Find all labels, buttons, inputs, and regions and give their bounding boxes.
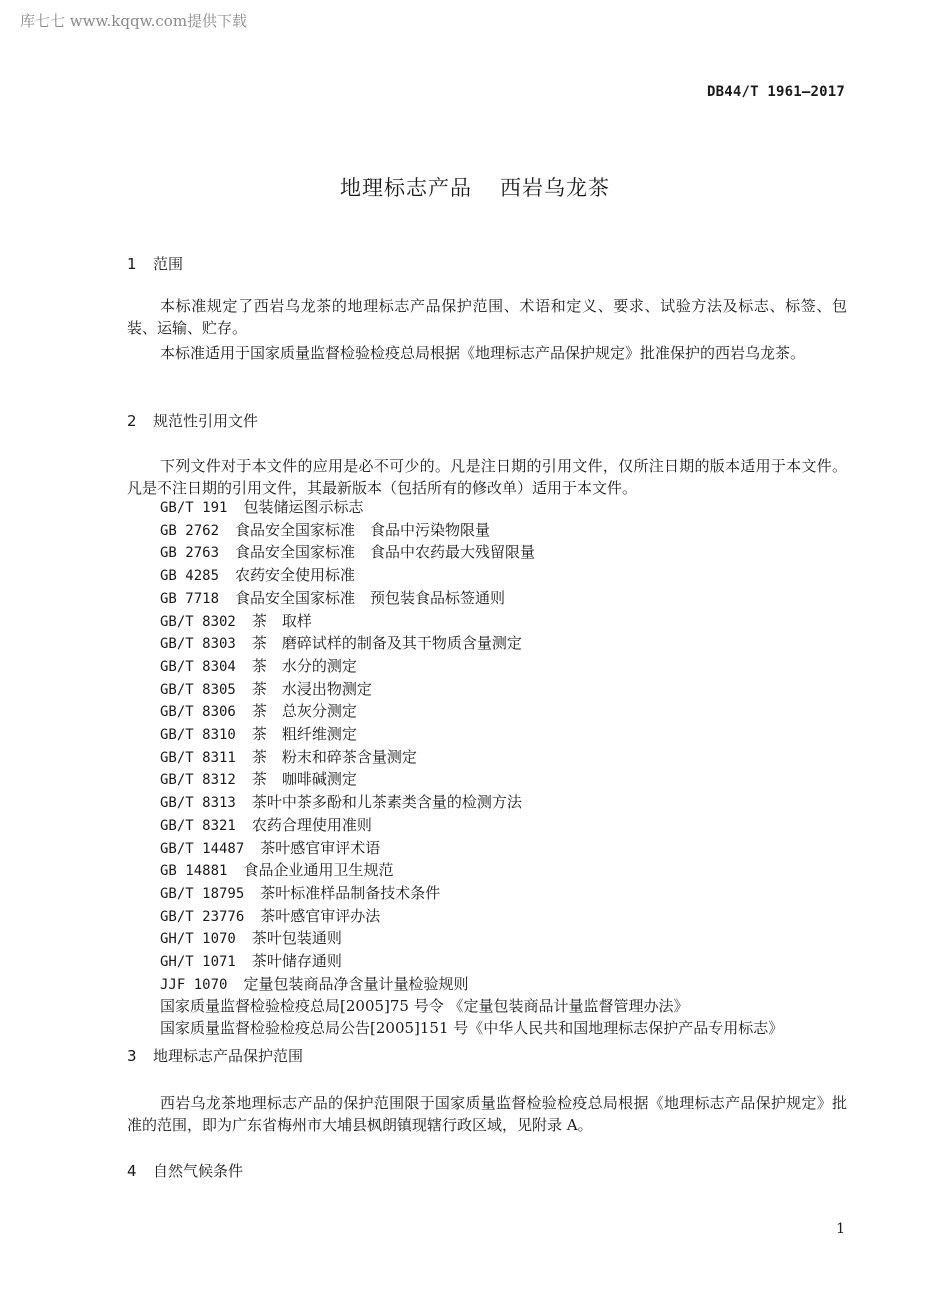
section-number: 4	[127, 1162, 137, 1180]
reference-item	[160, 565, 783, 588]
reference-title: 茶叶中茶多酚和儿茶素类含量的检测方法	[251, 793, 522, 812]
section-1-paragraph-1: 本标准规定了西岩乌龙茶的地理标志产品保护范围、术语和定义、要求、试验方法及标志、标签、包装、运输、贮存。	[127, 297, 847, 337]
reference-item	[160, 792, 783, 815]
section-number: 1	[127, 255, 137, 273]
reference-title: 茶 粉末和碎茶含量测定	[251, 747, 417, 766]
section-3-paragraph: 西岩乌龙茶地理标志产品的保护范围限于国家质量监督检验检疫总局根据《地理标志产品保护规定》批准的范围，即为广东省梅州市大埔县枫朗镇现辖行政区域，见附录 A。	[127, 1094, 847, 1134]
reference-code: GB/T 8311	[160, 749, 236, 766]
reference-code: GB/T 23776	[160, 908, 245, 925]
reference-title: 食品安全国家标准 预包装食品标签通则	[235, 588, 506, 607]
reference-item	[160, 769, 783, 792]
reference-code: GB/T 8306	[160, 704, 236, 721]
page-number: 1	[836, 1221, 845, 1237]
reference-item	[160, 656, 783, 679]
section-number: 2	[127, 412, 137, 430]
reference-code: GB 2762	[160, 522, 220, 539]
reference-item	[160, 883, 783, 906]
reference-title: 定量包装商品净含量计量检验规则	[243, 974, 469, 993]
section-4-heading	[127, 1160, 243, 1181]
reference-item	[160, 701, 783, 724]
page-title	[0, 172, 950, 202]
reference-item	[160, 542, 783, 565]
reference-code: GB/T 18795	[160, 885, 245, 902]
reference-code: GB/T 8313	[160, 795, 236, 812]
reference-item	[160, 951, 783, 974]
reference-title: 包装储运图示标志	[243, 498, 364, 516]
reference-list	[160, 497, 783, 1040]
watermark-text: 库七七 www.kqqw.com提供下载	[20, 12, 248, 30]
reference-item	[160, 815, 783, 838]
reference-title: 农药合理使用准则	[251, 815, 372, 834]
section-2-intro: 下列文件对于本文件的应用是必不可少的。凡是注日期的引用文件，仅所注日期的版本适用于本文件。凡是不注日期的引用文件，其最新版本（包括所有的修改单）适用于本文件。	[127, 457, 847, 497]
reference-code: GB/T 8312	[160, 772, 236, 789]
reference-code: GH/T 1070	[160, 931, 236, 948]
reference-title: 茶 咖啡碱测定	[251, 770, 357, 789]
reference-code: GB 14881	[160, 863, 228, 880]
reference-code: GB/T 14487	[160, 840, 245, 857]
reference-item	[160, 520, 783, 543]
reference-title: 茶叶储存通则	[251, 952, 342, 971]
section-2-heading	[127, 410, 258, 431]
reference-title: 茶叶感官审评术语	[260, 838, 381, 857]
reference-item: 国家质量监督检验检疫总局[2005]75 号令 《定量包装商品计量监督管理办法》	[160, 997, 689, 1016]
reference-code: GB 4285	[160, 568, 220, 585]
section-title: 规范性引用文件	[153, 412, 259, 430]
reference-item	[160, 747, 783, 770]
reference-title: 茶叶包装通则	[251, 929, 342, 948]
reference-title: 茶 总灰分测定	[251, 702, 357, 721]
reference-item	[160, 906, 783, 929]
reference-title: 食品企业通用卫生规范	[243, 861, 394, 880]
reference-title: 茶 磨碎试样的制备及其干物质含量测定	[251, 634, 522, 653]
reference-title: 食品安全国家标准 食品中污染物限量	[235, 520, 491, 539]
reference-item	[160, 611, 783, 634]
reference-title: 农药安全使用标准	[235, 566, 356, 585]
section-title: 地理标志产品保护范围	[153, 1047, 304, 1065]
reference-code: GB/T 8303	[160, 636, 236, 653]
section-1-paragraph-2: 本标准适用于国家质量监督检验检疫总局根据《地理标志产品保护规定》批准保护的西岩乌龙茶。	[160, 344, 806, 362]
section-title: 自然气候条件	[153, 1162, 244, 1180]
reference-code: GB/T 8305	[160, 681, 236, 698]
reference-title: 茶叶感官审评办法	[260, 906, 381, 925]
reference-code: GB/T 191	[160, 500, 228, 516]
reference-code: GB/T 8304	[160, 658, 236, 675]
reference-title: 茶 水分的测定	[251, 656, 357, 675]
reference-item: 国家质量监督检验检疫总局公告[2005]151 号《中华人民共和国地理标志保护产品专用标志》	[160, 1019, 784, 1038]
reference-code: GB/T 8321	[160, 817, 236, 834]
section-number: 3	[127, 1047, 137, 1065]
section-3-heading	[127, 1045, 303, 1066]
reference-item	[160, 497, 783, 520]
reference-code: GH/T 1071	[160, 954, 236, 971]
section-1-heading	[127, 253, 183, 274]
document-code: DB44/T 1961—2017	[706, 84, 845, 100]
reference-title: 茶 取样	[251, 611, 312, 630]
reference-item	[160, 679, 783, 702]
reference-title: 茶 水浸出物测定	[251, 679, 372, 698]
section-title: 范围	[153, 255, 184, 273]
reference-item	[160, 928, 783, 951]
reference-code: GB/T 8310	[160, 727, 236, 744]
title-part-2: 西岩乌龙茶	[500, 176, 610, 200]
reference-item	[160, 860, 783, 883]
reference-item	[160, 588, 783, 611]
reference-item	[160, 633, 783, 656]
reference-item	[160, 974, 783, 997]
reference-code: GB 2763	[160, 545, 220, 562]
reference-title: 茶 粗纤维测定	[251, 725, 357, 744]
reference-code: GB/T 8302	[160, 613, 236, 630]
reference-code: GB 7718	[160, 590, 220, 607]
reference-title: 茶叶标准样品制备技术条件	[260, 883, 441, 902]
reference-item	[160, 724, 783, 747]
reference-title: 食品安全国家标准 食品中农药最大残留限量	[235, 543, 536, 562]
reference-item	[160, 838, 783, 861]
reference-code: JJF 1070	[160, 976, 228, 993]
title-part-1: 地理标志产品	[340, 176, 472, 200]
